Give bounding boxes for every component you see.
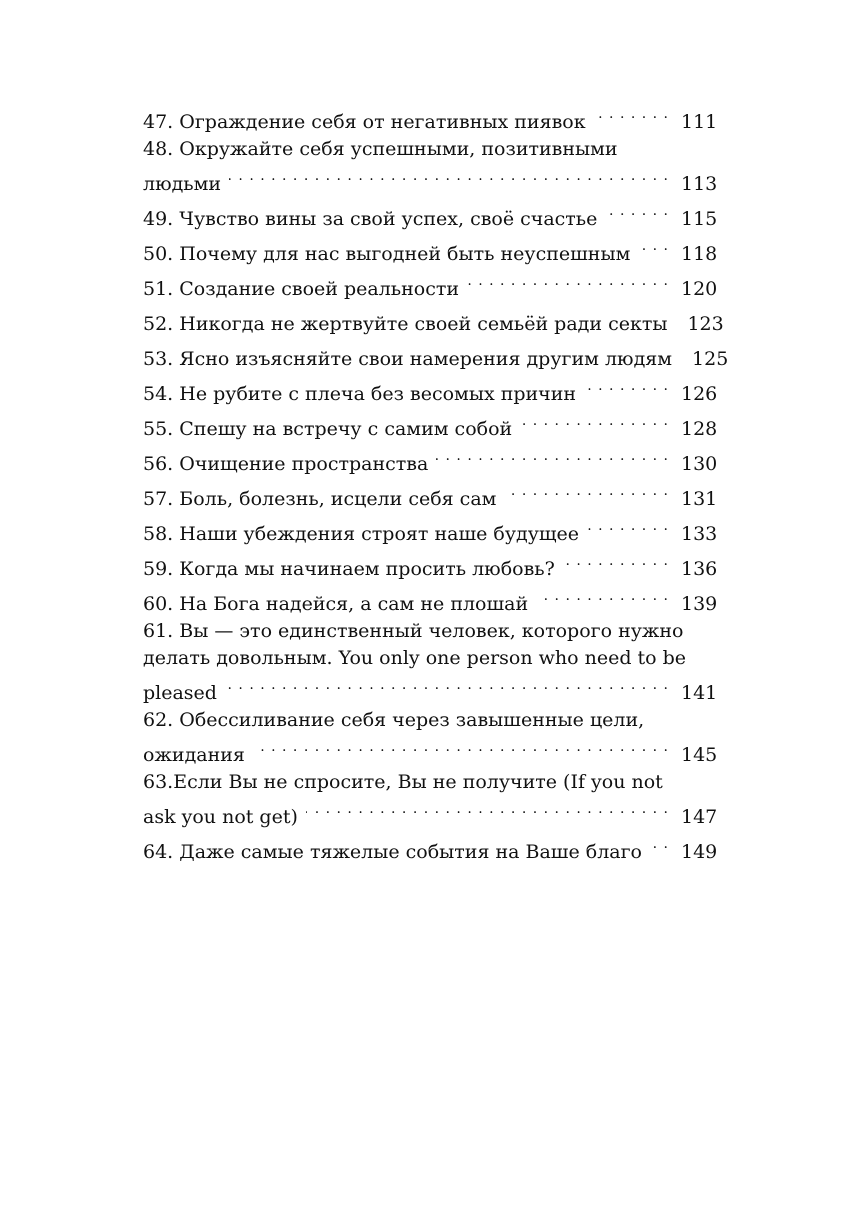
dot-leader [563, 548, 669, 575]
toc-entry[interactable] [143, 618, 718, 707]
dot-leader [594, 101, 669, 128]
toc-page-number: 118 [681, 243, 718, 265]
toc-entry[interactable] [143, 136, 718, 198]
toc-entry-title: 58. Наши убеждения строят наше будущее [143, 523, 580, 545]
dot-leader [253, 734, 669, 761]
toc-page-number: 128 [681, 418, 718, 440]
dot-leader [467, 268, 669, 295]
toc-entry-title: 49. Чувство вины за свой успех, своё счастье [143, 208, 598, 230]
toc-entry-title: 53. Ясно изъясняйте свои намерения другим людям [143, 348, 673, 370]
toc-entry[interactable] [143, 233, 718, 268]
toc-page-number: 145 [681, 744, 718, 766]
toc-entry[interactable] [143, 408, 718, 443]
toc-page-number: 147 [681, 806, 718, 828]
dot-leader [584, 373, 669, 400]
toc-entry-line [143, 233, 718, 268]
toc-entry-title-continued: ask you not get) [143, 806, 298, 828]
toc-entry-title: 47. Ограждение себя от негативных пиявок [143, 111, 586, 133]
toc-entry-line [143, 303, 724, 338]
toc-page-number: 115 [681, 208, 718, 230]
toc-entry[interactable] [143, 443, 718, 478]
toc-entry-line [143, 443, 718, 478]
toc-entry[interactable] [143, 548, 718, 583]
toc-entry-line [143, 198, 718, 233]
dot-leader [225, 672, 669, 699]
toc-entry[interactable] [143, 583, 718, 618]
toc-page-number: 133 [681, 523, 718, 545]
toc-page-number: 120 [681, 278, 718, 300]
toc-entry-title: 63.Если Вы не спросите, Вы не получите (If you not [143, 771, 663, 793]
toc-entry-title-continued: делать довольным. You only one person who need to be [143, 647, 687, 669]
toc-entry-title: 64. Даже самые тяжелые события на Ваше благо [143, 841, 642, 863]
toc-page-number: 141 [681, 682, 718, 704]
dot-leader [229, 163, 669, 190]
toc-entry-title: 48. Окружайте себя успешными, позитивными [143, 138, 618, 160]
toc-page-number: 111 [681, 111, 718, 133]
dot-leader [520, 408, 669, 435]
toc-entry[interactable] [143, 478, 718, 513]
toc-entry[interactable] [143, 707, 718, 769]
toc-entry[interactable] [143, 268, 718, 303]
toc-entry[interactable] [143, 513, 718, 548]
toc-entry-title-continued: ожидания [143, 744, 245, 766]
toc-entry-title: 57. Боль, болезнь, исцели себя сам [143, 488, 497, 510]
dot-leader [536, 583, 669, 610]
toc-entry-line [143, 163, 718, 198]
toc-page-number: 125 [692, 348, 729, 370]
dot-leader [605, 198, 669, 225]
toc-entry-line [143, 548, 718, 583]
toc-entry[interactable] [143, 338, 729, 373]
toc-entry-title: 62. Обессиливание себя через завышенные цели, [143, 709, 645, 731]
toc-entry[interactable] [143, 101, 718, 136]
dot-leader [436, 443, 669, 470]
toc-entry-title: 51. Создание своей реальности [143, 278, 460, 300]
dot-leader [306, 796, 669, 823]
toc-entry-title: 61. Вы — это единственный человек, которого нужно [143, 620, 684, 642]
dot-leader [504, 478, 669, 505]
table-of-contents [143, 101, 729, 866]
toc-entry-title: 59. Когда мы начинаем просить любовь? [143, 558, 555, 580]
toc-entry[interactable] [143, 198, 718, 233]
toc-entry-line [143, 373, 718, 408]
toc-entry-line [143, 338, 729, 373]
toc-page-number: 123 [687, 313, 724, 335]
toc-entry[interactable] [143, 769, 718, 831]
toc-entry-line [143, 478, 718, 513]
toc-page-number: 126 [681, 383, 718, 405]
toc-entry-line [143, 268, 718, 303]
toc-entry-line [143, 672, 718, 707]
toc-entry[interactable] [143, 303, 724, 338]
dot-leader [650, 831, 669, 858]
toc-page-number: 130 [681, 453, 718, 475]
toc-entry-line [143, 101, 718, 136]
toc-page-number: 139 [681, 593, 718, 615]
toc-entry-title: 50. Почему для нас выгодней быть неуспешным [143, 243, 631, 265]
toc-entry-line [143, 734, 718, 769]
toc-entry-line [143, 831, 718, 866]
dot-leader [587, 513, 669, 540]
toc-entry-title-continued: pleased [143, 682, 217, 704]
toc-entry-line [143, 408, 718, 443]
toc-entry-title: 52. Никогда не жертвуйте своей семьёй ради секты [143, 313, 668, 335]
toc-page-number: 113 [681, 173, 718, 195]
toc-page-number: 136 [681, 558, 718, 580]
toc-entry-title-continued: людьми [143, 173, 222, 195]
toc-page-number: 131 [681, 488, 718, 510]
toc-entry[interactable] [143, 373, 718, 408]
toc-entry-line [143, 583, 718, 618]
toc-entry[interactable] [143, 831, 718, 866]
toc-entry-title: 55. Спешу на встречу с самим собой [143, 418, 513, 440]
toc-entry-title: 60. На Бога надейся, а сам не плошай [143, 593, 529, 615]
toc-entry-title: 54. Не рубите с плеча без весомых причин [143, 383, 577, 405]
toc-page-number: 149 [681, 841, 718, 863]
toc-entry-line [143, 796, 718, 831]
toc-entry-line [143, 513, 718, 548]
dot-leader [638, 233, 669, 260]
toc-entry-title: 56. Очищение пространства [143, 453, 429, 475]
